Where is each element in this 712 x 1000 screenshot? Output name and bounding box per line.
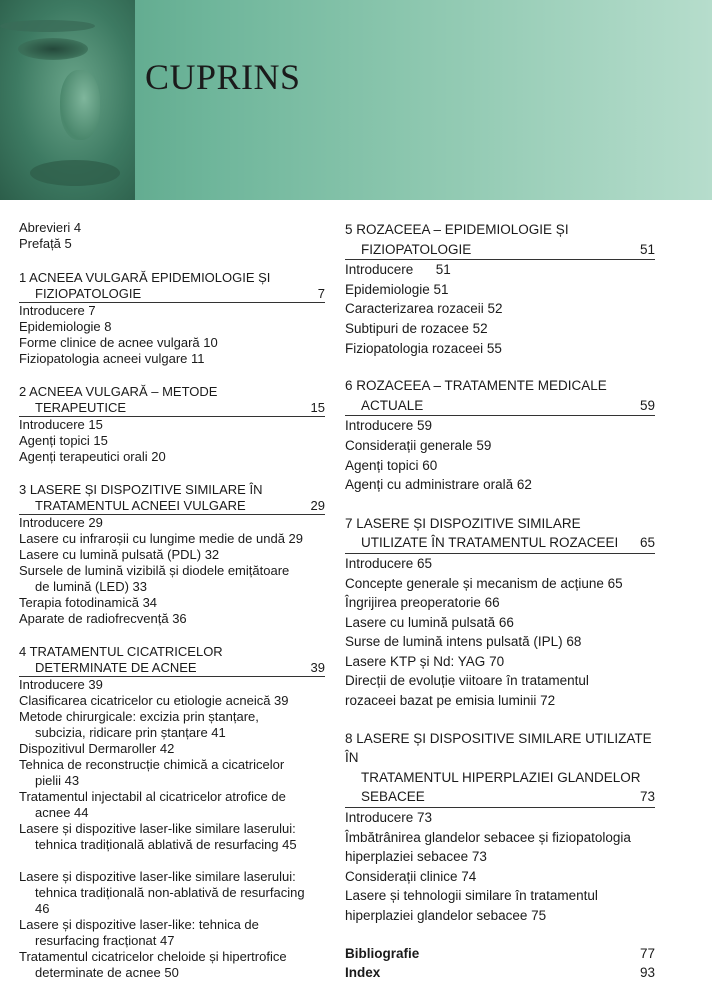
toc-entry[interactable]: Introducere 7 bbox=[19, 303, 96, 318]
chapter-title-line[interactable]: 2 ACNEEA VULGARĂ – METODE bbox=[19, 384, 218, 399]
chapter-title-line: DETERMINATE DE ACNEE bbox=[35, 660, 197, 675]
chapter-title-line: TRATAMENTUL ACNEEI VULGARE bbox=[35, 498, 246, 513]
toc-entry[interactable]: Fiziopatologia acneei vulgare 11 bbox=[19, 351, 205, 366]
toc-entry-continued[interactable]: pielii 43 bbox=[35, 773, 80, 788]
chapter-title-line[interactable]: 6 ROZACEEA – TRATAMENTE MEDICALE bbox=[345, 378, 607, 394]
toc-entry-continued[interactable]: tehnica tradițională non-ablativă de resurfacing bbox=[35, 885, 305, 900]
toc-entry[interactable]: Epidemiologie 51 bbox=[345, 281, 449, 297]
toc-entry[interactable]: Tehnica de reconstrucție chimică a cicatricelor bbox=[19, 757, 285, 772]
chapter-page: 73 bbox=[639, 789, 655, 805]
chapter-title-rule[interactable] bbox=[19, 660, 325, 677]
toc-entry[interactable]: Subtipuri de rozacee 52 bbox=[345, 320, 488, 336]
chapter-title-rule[interactable] bbox=[345, 533, 655, 554]
chapter-page: 59 bbox=[639, 397, 655, 413]
toc-entry[interactable]: Lasere cu lumină pulsată 66 bbox=[345, 614, 514, 630]
chapter-title-rule[interactable] bbox=[345, 396, 655, 417]
toc-entry[interactable]: Considerații generale 59 bbox=[345, 437, 492, 453]
face-nose bbox=[60, 70, 100, 140]
face-lip bbox=[30, 160, 120, 186]
bibliography-page: 77 bbox=[639, 945, 655, 961]
toc-chapter-2 bbox=[19, 384, 325, 465]
toc-chapter-1 bbox=[19, 270, 325, 367]
toc-entry[interactable]: Tratamentul cicatricelor cheloide și hipertrofice bbox=[19, 949, 287, 964]
chapter-title-line: SEBACEE bbox=[361, 789, 425, 805]
chapter-title-rule[interactable] bbox=[345, 787, 655, 808]
chapter-title-line: FIZIOPATOLOGIE bbox=[361, 241, 472, 257]
toc-entry[interactable]: Agenți cu administrare orală 62 bbox=[345, 477, 532, 493]
chapter-page: 51 bbox=[639, 241, 655, 257]
toc-entry[interactable]: Introducere 51 bbox=[345, 262, 451, 278]
toc-entry[interactable]: Lasere și dispozitive laser-like similare laserului: bbox=[19, 821, 296, 836]
chapter-title-rule[interactable] bbox=[19, 498, 325, 515]
toc-entry[interactable]: Lasere cu lumină pulsată (PDL) 32 bbox=[19, 547, 220, 562]
toc-entry[interactable]: Forme clinice de acnee vulgară 10 bbox=[19, 335, 218, 350]
face-brow bbox=[0, 20, 95, 32]
toc-entry-continued[interactable]: 46 bbox=[35, 901, 50, 916]
chapter-title-rule[interactable] bbox=[19, 400, 325, 417]
toc-entry[interactable]: Îngrijirea preoperatorie 66 bbox=[345, 595, 500, 611]
toc-chapter-6 bbox=[345, 376, 655, 495]
page-title: CUPRINS bbox=[145, 57, 301, 97]
toc-entry[interactable]: Introducere 73 bbox=[345, 810, 433, 826]
face-photo bbox=[0, 0, 135, 200]
toc-spacer bbox=[19, 853, 325, 869]
toc-left-column bbox=[19, 220, 325, 981]
face-eye bbox=[18, 38, 88, 60]
chapter-page: 7 bbox=[317, 286, 325, 301]
chapter-page: 65 bbox=[639, 535, 655, 551]
toc-chapter-7 bbox=[345, 514, 655, 711]
toc-entry-continued[interactable]: determinate de acnee 50 bbox=[35, 965, 179, 980]
chapter-title-line[interactable]: 8 LASERE ȘI DISPOSITIVE SIMILARE UTILIZATE ÎN bbox=[345, 730, 652, 766]
toc-entry[interactable]: Caracterizarea rozaceii 52 bbox=[345, 301, 503, 317]
toc-entry[interactable]: Fiziopatologia rozaceei 55 bbox=[345, 340, 502, 356]
toc-entry[interactable]: Prefață 5 bbox=[19, 236, 72, 251]
toc-entry[interactable]: Lasere și tehnologii similare în tratamentul bbox=[345, 888, 598, 904]
toc-entry[interactable]: Lasere și dispozitive laser-like: tehnica de bbox=[19, 917, 259, 932]
toc-chapter-3 bbox=[19, 482, 325, 627]
chapter-title-rule[interactable] bbox=[345, 240, 655, 261]
toc-entry[interactable]: Clasificarea cicatricelor cu etiologie acneică 39 bbox=[19, 693, 289, 708]
toc-entry[interactable]: Abrevieri 4 bbox=[19, 220, 82, 235]
toc-entry[interactable]: Agenți terapeutici orali 20 bbox=[19, 449, 166, 464]
toc-entry[interactable]: hiperplaziei glandelor sebacee 75 bbox=[345, 908, 547, 923]
chapter-title-line[interactable]: 7 LASERE ȘI DISPOZITIVE SIMILARE bbox=[345, 515, 581, 531]
toc-entry[interactable]: Tratamentul injectabil al cicatricelor atrofice de bbox=[19, 789, 286, 804]
toc-entry-continued[interactable]: acnee 44 bbox=[35, 805, 89, 820]
toc-entry[interactable]: Concepte generale și mecanism de acțiune 65 bbox=[345, 575, 623, 591]
toc-entry-continued[interactable]: resurfacing fracționat 47 bbox=[35, 933, 175, 948]
toc-entry[interactable]: Metode chirurgicale: excizia prin ștanțare, bbox=[19, 709, 259, 724]
toc-right-column bbox=[345, 220, 655, 983]
header-banner bbox=[0, 0, 712, 200]
chapter-title-line: FIZIOPATOLOGIE bbox=[35, 286, 142, 301]
toc-entry[interactable]: Terapia fotodinamică 34 bbox=[19, 595, 158, 610]
toc-entry[interactable]: Lasere KTP și Nd: YAG 70 bbox=[345, 653, 505, 669]
chapter-page: 15 bbox=[310, 400, 325, 415]
bibliography-row[interactable] bbox=[345, 944, 655, 964]
chapter-title-line: TERAPEUTICE bbox=[35, 400, 127, 415]
chapter-title-line[interactable]: 3 LASERE ȘI DISPOZITIVE SIMILARE ÎN bbox=[19, 482, 263, 497]
toc-entry[interactable]: Agenți topici 60 bbox=[345, 457, 438, 473]
toc-back-matter bbox=[345, 944, 655, 983]
toc-entry[interactable]: Sursele de lumină vizibilă și diodele emițătoare bbox=[19, 563, 290, 578]
chapter-title-line: ACTUALE bbox=[361, 397, 424, 413]
toc-entry[interactable]: Aparate de radiofrecvență 36 bbox=[19, 611, 187, 626]
toc-chapter-5 bbox=[345, 220, 655, 358]
toc-entry[interactable]: Introducere 29 bbox=[19, 515, 103, 530]
toc-entry[interactable]: Agenți topici 15 bbox=[19, 433, 108, 448]
toc-entry-continued[interactable]: de lumină (LED) 33 bbox=[35, 579, 147, 594]
toc-entry[interactable]: Considerații clinice 74 bbox=[345, 868, 477, 884]
chapter-page: 39 bbox=[310, 660, 325, 675]
chapter-title-rule[interactable] bbox=[19, 286, 325, 303]
toc-entry-continued[interactable]: tehnica tradițională ablativă de resurfacing 45 bbox=[35, 837, 297, 852]
toc-entry[interactable]: Direcții de evoluție viitoare în tratamentul bbox=[345, 673, 589, 689]
toc-chapter-4 bbox=[19, 644, 325, 981]
toc-entry[interactable]: Lasere cu infraroșii cu lungime medie de undă 29 bbox=[19, 531, 304, 546]
toc-entry[interactable]: Introducere 15 bbox=[19, 417, 103, 432]
toc-chapter-8 bbox=[345, 729, 655, 926]
toc-entry[interactable]: rozaceei bazat pe emisia luminii 72 bbox=[345, 693, 556, 709]
toc-entry[interactable]: Surse de lumină intens pulsată (IPL) 68 bbox=[345, 634, 582, 650]
toc-entry[interactable]: Lasere și dispozitive laser-like similare laserului: bbox=[19, 869, 296, 884]
toc-entry[interactable]: Dispozitivul Dermaroller 42 bbox=[19, 741, 175, 756]
toc-entry[interactable]: Introducere 39 bbox=[19, 677, 103, 692]
index-row[interactable] bbox=[345, 963, 655, 983]
toc-entry[interactable]: Epidemiologie 8 bbox=[19, 319, 112, 334]
toc-entry[interactable]: Introducere 59 bbox=[345, 418, 433, 434]
chapter-title-line: UTILIZATE ÎN TRATAMENTUL ROZACEEI bbox=[361, 535, 619, 551]
chapter-title-line[interactable]: 5 ROZACEEA – EPIDEMIOLOGIE ȘI bbox=[345, 222, 569, 237]
toc-entry[interactable]: Introducere 65 bbox=[345, 555, 433, 571]
chapter-title-line[interactable]: TRATAMENTUL HIPERPLAZIEI GLANDELOR bbox=[361, 769, 641, 785]
index-label: Index bbox=[345, 965, 381, 981]
toc-entry[interactable]: hiperplaziei sebacee 73 bbox=[345, 849, 487, 865]
index-page: 93 bbox=[639, 965, 655, 981]
chapter-title-line[interactable]: 1 ACNEEA VULGARĂ EPIDEMIOLOGIE ȘI bbox=[19, 270, 271, 285]
toc-entry[interactable]: Îmbătrânirea glandelor sebacee și fiziopatologia bbox=[345, 829, 631, 845]
chapter-title-line[interactable]: 4 TRATAMENTUL CICATRICELOR bbox=[19, 644, 223, 659]
chapter-page: 29 bbox=[310, 498, 325, 513]
toc-entry-continued[interactable]: subcizia, ridicare prin ștanțare 41 bbox=[35, 725, 226, 740]
bibliography-label: Bibliografie bbox=[345, 945, 420, 961]
